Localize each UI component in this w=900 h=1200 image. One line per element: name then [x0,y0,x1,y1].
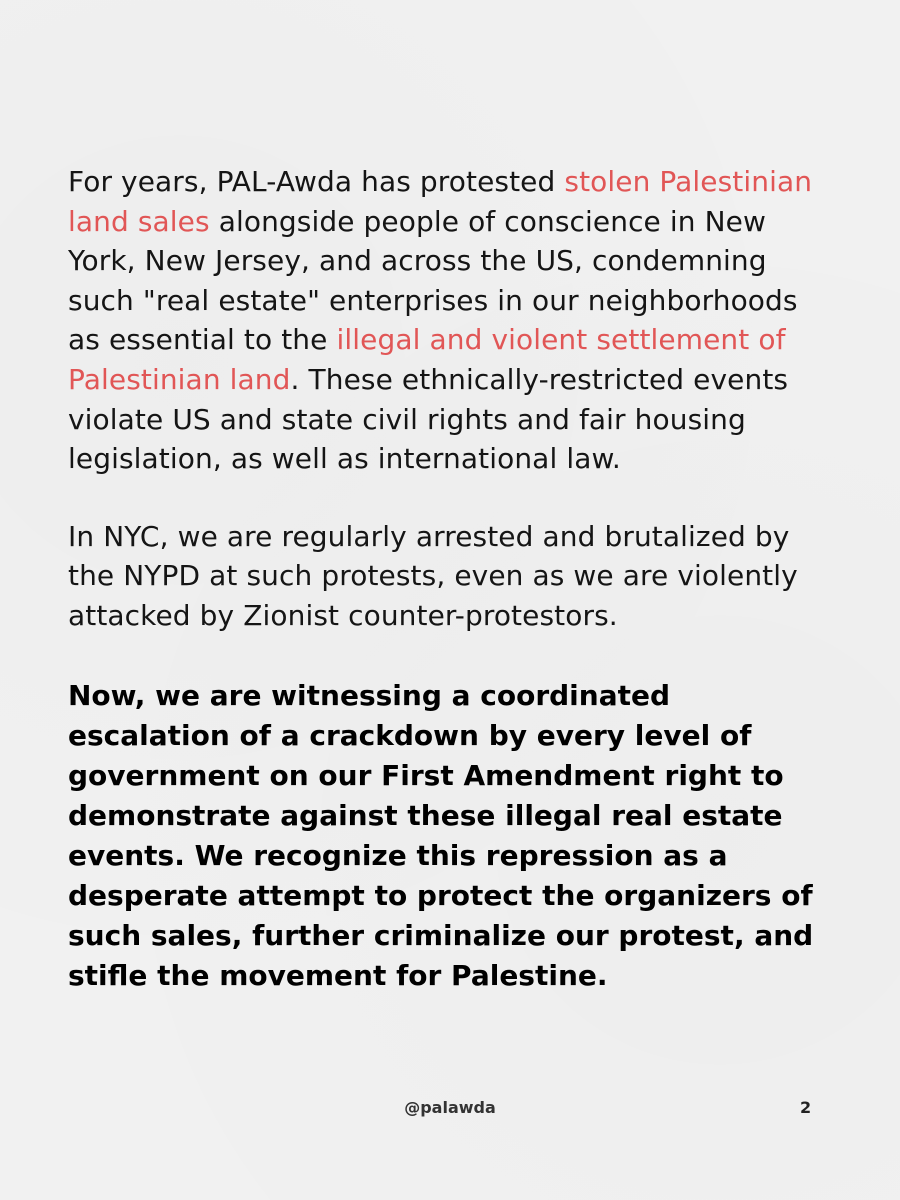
highlight-stolen-land-sales: stolen Palestinian land sales [68,165,813,238]
paragraph-crackdown: Now, we are witnessing a coordinated escalation of a crackdown by every level of government on our First Amendment right to demonstrate against these illegal real estate events. We recognize this repression as a desperate attempt to protect the organizers of such sales, further criminalize our protest, and stifle the movement for Palestine. [68,678,814,992]
intro-text-end: . These ethnically-restricted events violate US and state civil rights and fair housing legislation, as well as international law. [68,362,789,476]
body-content [68,162,838,996]
page-number: 2 [800,1098,812,1117]
intro-text-middle: alongside people of conscience in New York, New Jersey, and across the US, condemning such "real estate" enterprises in our neighborhoods as essential to the [68,204,798,357]
paragraph-intro [68,162,838,479]
footer-handle: @palawda [404,1098,496,1117]
paragraph-nyc: In NYC, we are regularly arrested and brutalized by the NYPD at such protests, even as we are violently attacked by Zionist counter-protestors. [68,519,798,632]
highlight-illegal-settlement: illegal and violent settlement of Palestinian land [68,323,786,396]
intro-text-start: For years, PAL-Awda has protested [68,165,565,198]
